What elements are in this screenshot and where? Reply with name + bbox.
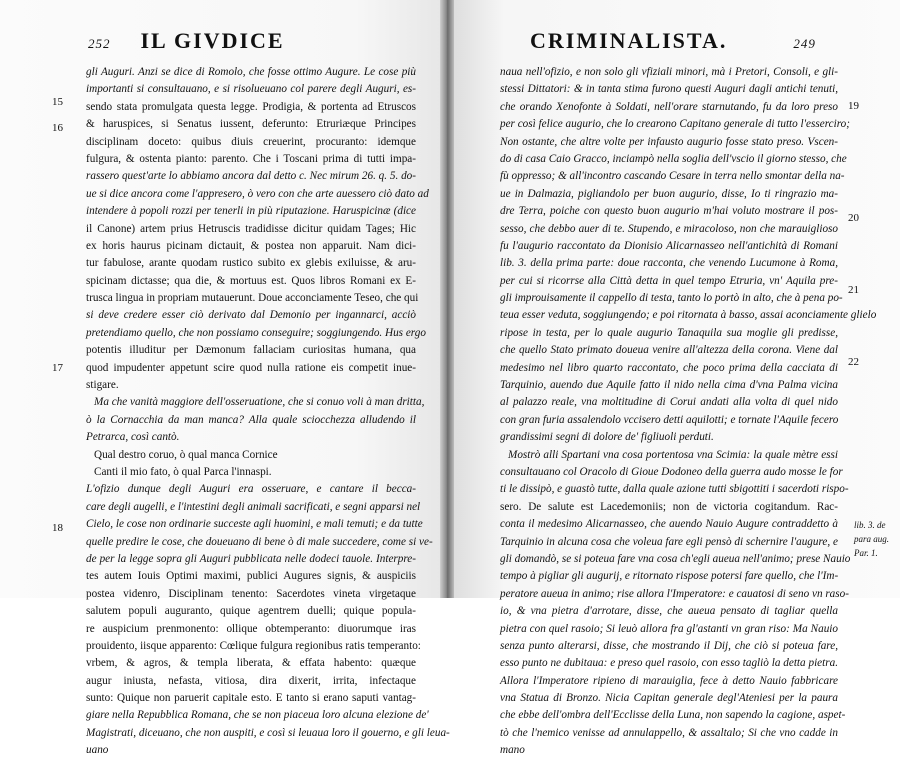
- text-line: si deve credere esser ciò derivato dal Demonio per ingannarci, acciò: [86, 309, 416, 322]
- text-line: salutem populi auguranto, quique agentrem duelli; quique popula-: [86, 605, 416, 618]
- text-line: quod impudenter appetunt scire quod nulla ratione eis competit inue-: [86, 361, 416, 374]
- text-line: al palazzo reale, vna moltitudine di Corui andati alla volta di quel nido: [500, 396, 838, 409]
- text-line: tes autem Iouis Optimi maximi, publici Augures signis, & auspiciis: [86, 570, 416, 583]
- text-line: sendo stata promulgata questa legge. Prodigia, & portenta ad Etruscos: [86, 100, 416, 113]
- text-line: postea videnro, Disciplinam tenento: Sacerdotes vineta virgetaque: [86, 587, 416, 600]
- text-line: che ebbe dell'ombra dell'Ecclisse della Luna, non sapendo la cagione, aspet-: [500, 709, 846, 722]
- text-line: ue si dice ancora come l'appresero, ò vero con che arte auessero ciò dato ad: [86, 187, 429, 200]
- margin-number: 16: [52, 122, 63, 134]
- text-line: disciplinam doceto: quibus diuis creuerint, procuranto: idemque: [86, 135, 416, 148]
- margin-number: 22: [848, 356, 859, 368]
- text-line: per così felice augurio, che lo crearono Capitano generale di tutto l'esserciro;: [500, 118, 850, 131]
- text-line: ti le dissipò, e guastò tutte, dalla quale azione tutti sbigottiti i sacerdoti rispo-: [500, 483, 849, 496]
- book-gutter: [440, 0, 454, 598]
- left-title: IL GIVDICE: [140, 28, 285, 53]
- text-line: giare nella Repubblica Romana, che se non piaceua loro alcuna elezione de': [86, 709, 429, 722]
- text-line: de per la legge sopra gli Auguri pubblicata nelle dodeci tauole. Interpre-: [86, 552, 416, 565]
- text-line: Qual destro coruo, ò qual manca Cornice: [94, 448, 278, 461]
- text-line: & haruspices, si Senatus iussent, deferunto: Etruriæque Principes: [86, 118, 416, 131]
- text-line: tur fabulose, arante quodam rustico subito ex glebis exiluisse, & aru-: [86, 257, 416, 270]
- text-line: grandissimi segni di dolore de' figliuoli perduti.: [500, 431, 714, 444]
- text-line: ripose in testa, per lo quale augurio Tanaquila sua moglie gli predisse,: [500, 326, 838, 339]
- text-line: ex horis haurus picinam dictauit, & postea non apparuit. Nam dici-: [86, 239, 416, 252]
- text-line: Mostrò alli Spartani vna cosa portentosa vna Scimia: la quale mètre essi: [508, 448, 838, 461]
- text-line: prouidento, iisque apparento: Cœlique fulgura regionibus ratis temperanto:: [86, 639, 421, 652]
- text-line: mano: [500, 744, 525, 757]
- text-line: L'ofizio dunque degli Auguri era osseruare, e cantare il becca-: [86, 483, 416, 496]
- text-line: lib. 3. della prima parte: doue racconta, che venendo Lucumone à Roma,: [500, 257, 838, 270]
- text-line: stigare.: [86, 379, 119, 392]
- text-line: fulgura, & ostenta pianto: parento. Che i Toscani prima di tutti impa-: [86, 152, 416, 165]
- text-line: pietra con quel rasoio; Si leuò allora fra gl'astanti vn gran riso: Ma Nauio: [500, 622, 838, 635]
- text-line: augur iniusta, nefasta, vitiosa, dira dixerit, irrita, infectaque: [86, 674, 416, 687]
- left-text-block: [86, 64, 450, 760]
- text-line: ue in Dalmazia, pigliandolo per buon augurio, disse, Io ti ringrazio ma-: [500, 187, 838, 200]
- text-line: sero. De salute est Lacedemoniis; non de victoria cogitandum. Rac-: [500, 500, 838, 513]
- text-line: do di casa Caio Gracco, inciampò nella soglia dell'vscio il giorno stesso, che: [500, 152, 847, 165]
- margin-number: 17: [52, 362, 63, 374]
- text-line: tempo à pigliar gli augurij, e ritornato rispose potersi fare quello, che l'Im-: [500, 570, 839, 583]
- text-line: Ma che vanità maggiore dell'osseruatione, che si conuo voli à man dritta,: [94, 396, 425, 409]
- text-line: ò la Cornacchia da man manca? Alla quale sciocchezza alludendo il: [86, 413, 416, 426]
- text-line: che orando Xenofonte à Soldati, nell'orare starnutando, fu da loro preso: [500, 100, 838, 113]
- right-page: [450, 0, 900, 757]
- text-line: intendere à popoli rozzi per tenerli in più riputazione. Haruspicinæ (dice: [86, 205, 416, 218]
- margin-number: 20: [848, 212, 859, 224]
- margin-note: lib. 3. de para aug. Par. 1.: [854, 520, 890, 558]
- text-line: gli domandò, se si poteua fare vna cosa ch'egli aueua nell'animo; prese Nauio: [500, 552, 851, 565]
- text-line: fu l'augurio raccontato da Dionisio Alicarnasseo nell'antichità di Romani: [500, 239, 838, 252]
- margin-number: 15: [52, 96, 63, 108]
- text-line: fù oppresso; & all'incontro cascando Cesare in terra nello smontar della na-: [500, 170, 845, 183]
- left-page-number: 252: [88, 36, 111, 51]
- text-line: tò che l'nemico venisse ad annulappello, & assaltalo; Si che vno cadde in: [500, 726, 838, 739]
- text-line: Allora l'Imperatore ripieno di marauiglia, fece à detto Nauio fabbricare: [500, 674, 838, 687]
- text-line: vna Statua di Bronzo. Nicia Capitan generale degl'Ateniesi per la paura: [500, 692, 838, 705]
- text-line: dre Terra, poiche con questo buon augurio m'hai voluto mostrare il pos-: [500, 205, 838, 218]
- text-line: esso punto ne dubitaua: e preso quel rasoio, con esso tagliò la detta pietra.: [500, 657, 838, 670]
- text-line: Cielo, le cose non ordinarie succeste agli huomini, e mali temuti; e da tutte: [86, 518, 423, 531]
- text-line: sunto: Quique non paruerit capitale esto. E tanto si erano saputi vantag-: [86, 692, 416, 705]
- text-line: care degli augelli, e l'intestini degli animali sacrificati, e segni apparsi nel: [86, 500, 421, 513]
- margin-number: 19: [848, 100, 859, 112]
- text-line: rassero quest'arte lo abbiamo ancora dal detto c. Nec mirum 26. q. 5. do-: [86, 170, 416, 183]
- text-line: trusca lingua in propriam mutauerunt. Doue acconciamente Teseo, che qui: [86, 292, 419, 305]
- margin-number: 18: [52, 522, 63, 534]
- text-line: per cui si ricorrse alla Città detta in quel tempo Etruria, vn' Aquila pre-: [500, 274, 838, 287]
- text-line: vrbem, & agros, & templa liberata, & effata habento: quæque: [86, 657, 416, 670]
- text-line: potentis illuditur per Dæmonum fallaciam curiositas humana, qua: [86, 344, 416, 357]
- right-page-number: 249: [793, 36, 816, 51]
- text-line: peratore aueua in animo; rise allora l'Imperatore: e cauatosi di seno vn raso-: [500, 587, 849, 600]
- left-running-head: [88, 28, 285, 54]
- text-line: senza punto alterarsi, disse, che mostrando il Dij, che ciò si poteua fare,: [500, 639, 838, 652]
- text-line: quelle predire le cose, che doueuano di bene ò di male succedere, come si ve-: [86, 535, 433, 548]
- text-line: Canti il mio fato, ò qual Parca l'innaspi.: [94, 465, 272, 478]
- text-line: importanti si consultauano, e si risolueuano col parere degli Auguri, es-: [86, 83, 416, 96]
- left-page: [0, 0, 450, 757]
- text-line: teua esser veduta, soggiungendo; e poi ritornata à basso, assai aconciamente glielo: [500, 309, 877, 322]
- text-line: stessi Dittatori: & in tanta stima furono questi Auguri dagli antichi tenuti,: [500, 83, 838, 96]
- text-line: con gran furia assalendolo vccisero detti aquilotti; e tornate l'Aquile fecero: [500, 413, 839, 426]
- text-line: pretendiamo quello, che non possiamo conseguire; soggiungendo. Hus ergo: [86, 326, 426, 339]
- text-line: uano: [86, 744, 109, 757]
- text-line: gli improuisamente il cappello di testa, tanto lo portò in alto, che à pena po-: [500, 292, 843, 305]
- text-line: che quello Stato primato doueua venire all'altezza della corona. Viene dal: [500, 344, 838, 357]
- text-line: re auspicium prenmonento: ollique obtemperanto: diuorumque iras: [86, 622, 416, 635]
- text-line: spicinam dictasse; qua die, & mortuus est. Quos libros Romani ex E-: [86, 274, 416, 287]
- text-line: gli Auguri. Anzi se dice di Romolo, che fosse ottimo Augure. Le cose più: [86, 66, 416, 78]
- text-line: consultauano col Oracolo di Gioue Dodoneo della guerra audo mosse le for: [500, 465, 843, 478]
- text-line: Tarquinio, auendo due Aquile fatto il nido nella cima d'vna Palma vicina: [500, 379, 838, 392]
- right-title: CRIMINALISTA.: [530, 28, 728, 53]
- text-line: il Canone) artem prius Hetruscis tradidisse dicitur quidam Tages; Hic: [86, 222, 416, 235]
- text-line: Petrarca, così cantò.: [86, 431, 180, 444]
- text-line: Tarquinio in alcuna cosa che voleua fare egli pensò di schernire l'augure, e: [500, 535, 838, 548]
- text-line: naua nell'ofizio, e non solo gli vfiziali minori, mà i Pretori, Consoli, e gli-: [500, 66, 838, 78]
- right-running-head: [530, 28, 816, 54]
- text-line: io, & vna pietra d'arrotare, disse, che aueua pensato di tagliar quella: [500, 605, 838, 618]
- text-line: conta il medesimo Alicarnasseo, che auendo Nauio Augure contraddetto à: [500, 518, 838, 531]
- text-line: Non ostante, che altre volte per infausto augurio fosse stato preso. Vscen-: [500, 135, 838, 148]
- margin-number: 21: [848, 284, 859, 296]
- text-line: Magistrati, diceuano, che non auspiti, e così si leuaua loro il gouerno, e gli leua-: [86, 726, 450, 739]
- text-line: sesso, che debbo auer di te. Stupendo, e miracoloso, non che marauiglioso: [500, 222, 838, 235]
- text-line: medesimo nel libro quarto raccontato, che poco prima della cacciata di: [500, 361, 838, 374]
